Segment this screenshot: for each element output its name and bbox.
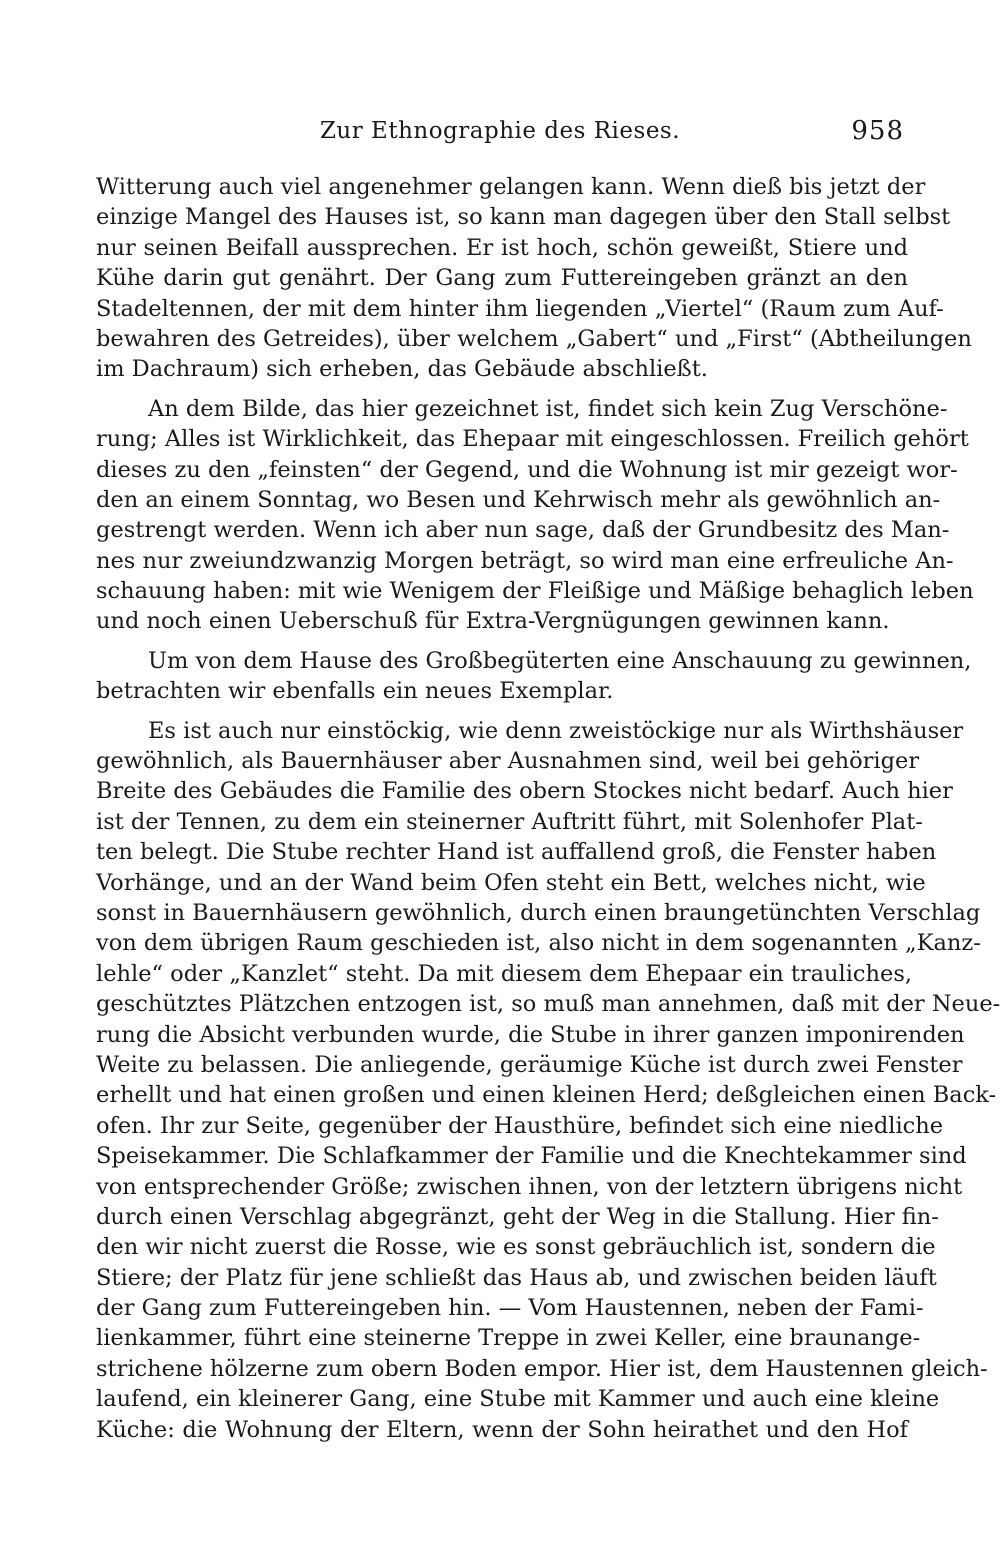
text-line: nur seinen Beifall aussprechen. Er ist hoch, schön geweißt, Stiere und <box>96 234 908 261</box>
text-line: An dem Bilde, das hier gezeichnet ist, findet sich kein Zug Verschöne- <box>148 395 948 422</box>
text-line: Es ist auch nur einstöckig, wie denn zweistöckige nur als Wirthshäuser <box>148 717 964 744</box>
text-line: gestrengt werden. Wenn ich aber nun sage, daß der Grundbesitz des Man- <box>96 517 950 544</box>
text-line: Um von dem Hause des Großbegüterten eine Anschauung zu gewinnen, <box>148 647 972 674</box>
paragraph <box>96 394 974 637</box>
text-line: den an einem Sonntag, wo Besen und Kehrwisch mehr als gewöhnlich an- <box>96 486 941 513</box>
paragraph <box>96 646 972 707</box>
text-line: den wir nicht zuerst die Rosse, wie es sonst gebräuchlich ist, sondern die <box>96 1234 936 1261</box>
paragraph-gap <box>96 385 908 394</box>
text-line: Vorhänge, und an der Wand beim Ofen steht ein Bett, welches nicht, wie <box>96 869 926 896</box>
page-number: 958 <box>851 116 904 146</box>
text-line: sonst in Bauernhäusern gewöhnlich, durch einen braungetünchten Verschlag <box>96 899 981 926</box>
text-line: dieses zu den „feinsten“ der Gegend, und die Wohnung ist mir gezeigt wor- <box>96 456 958 483</box>
text-line: lienkammer, führt eine steinerne Treppe in zwei Keller, eine braunange- <box>96 1325 921 1352</box>
text-line: Kühe darin gut genährt. Der Gang zum Futtereingeben gränzt an den <box>96 265 908 292</box>
paragraph <box>96 716 1000 1445</box>
text-line: Witterung auch viel angenehmer gelangen kann. Wenn dieß bis jetzt der <box>96 174 926 200</box>
text-line: betrachten wir ebenfalls ein neues Exemplar. <box>96 678 614 705</box>
text-line: ist der Tennen, zu dem ein steinerner Auftritt führt, mit Solenhofer Plat- <box>96 808 923 835</box>
text-line: und noch einen Ueberschuß für Extra-Vergnügungen gewinnen kann. <box>96 608 890 635</box>
text-line: Breite des Gebäudes die Familie des obern Stockes nicht bedarf. Auch hier <box>96 778 953 805</box>
running-title: Zur Ethnographie des Rieses. <box>319 118 681 144</box>
text-line: von entsprechender Größe; zwischen ihnen, von der letztern übrigens nicht <box>96 1173 963 1200</box>
text-line: laufend, ein kleinerer Gang, eine Stube mit Kammer und auch eine kleine <box>96 1386 940 1413</box>
paragraph-gap <box>96 637 908 646</box>
text-line: Stadeltennen, der mit dem hinter ihm liegenden „Viertel“ (Raum zum Auf- <box>96 295 944 322</box>
text-line: bewahren des Getreides), über welchem „Gabert“ und „First“ (Abtheilungen <box>96 325 972 352</box>
text-line: geschütztes Plätzchen entzogen ist, so muß man annehmen, daß mit der Neue- <box>96 991 1000 1018</box>
text-line: rung die Absicht verbunden wurde, die Stube in ihrer ganzen imponirenden <box>96 1021 965 1048</box>
text-line: im Dachraum) sich erheben, das Gebäude abschließt. <box>96 356 708 383</box>
text-line: der Gang zum Futtereingeben hin. — Vom Haustennen, neben der Fami- <box>96 1295 924 1322</box>
body-text <box>96 172 1000 1445</box>
paragraph <box>96 172 972 385</box>
text-line: erhellt und hat einen großen und einen kleinen Herd; deßgleichen einen Back- <box>96 1082 997 1109</box>
text-line: Weite zu belassen. Die anliegende, geräumige Küche ist durch zwei Fenster <box>96 1051 963 1078</box>
text-line: einzige Mangel des Hauses ist, so kann man dagegen über den Stall selbst <box>96 204 951 231</box>
text-line: gewöhnlich, als Bauernhäuser aber Ausnahmen sind, weil bei gehöriger <box>96 748 920 775</box>
text-line: strichene hölzerne zum obern Boden empor. Hier ist, dem Haustennen gleich- <box>96 1355 988 1382</box>
text-line: ten belegt. Die Stube rechter Hand ist auffallend groß, die Fenster haben <box>96 839 937 866</box>
text-line: ofen. Ihr zur Seite, gegenüber der Hausthüre, befindet sich eine niedliche <box>96 1112 944 1139</box>
paragraph-gap <box>96 707 908 716</box>
text-line: Küche: die Wohnung der Eltern, wenn der Sohn heirathet und den Hof <box>96 1416 908 1443</box>
text-line: Speisekammer. Die Schlafkammer der Familie und die Knechtekammer sind <box>96 1143 967 1170</box>
text-line: von dem übrigen Raum geschieden ist, also nicht in dem sogenannten „Kanz- <box>96 930 981 957</box>
text-line: durch einen Verschlag abgegränzt, geht der Weg in die Stallung. Hier fin- <box>96 1203 939 1230</box>
text-line: schauung haben: mit wie Wenigem der Fleißige und Mäßige behaglich leben <box>96 578 974 605</box>
text-line: nes nur zweiundzwanzig Morgen beträgt, so wird man eine erfreuliche An- <box>96 547 954 574</box>
page-header <box>96 118 904 158</box>
text-line: lehle“ oder „Kanzlet“ steht. Da mit diesem dem Ehepaar ein trauliches, <box>96 960 913 987</box>
text-line: rung; Alles ist Wirklichkeit, das Ehepaar mit eingeschlossen. Freilich gehört <box>96 426 969 453</box>
text-line: Stiere; der Platz für jene schließt das Haus ab, und zwischen beiden läuft <box>96 1264 937 1291</box>
